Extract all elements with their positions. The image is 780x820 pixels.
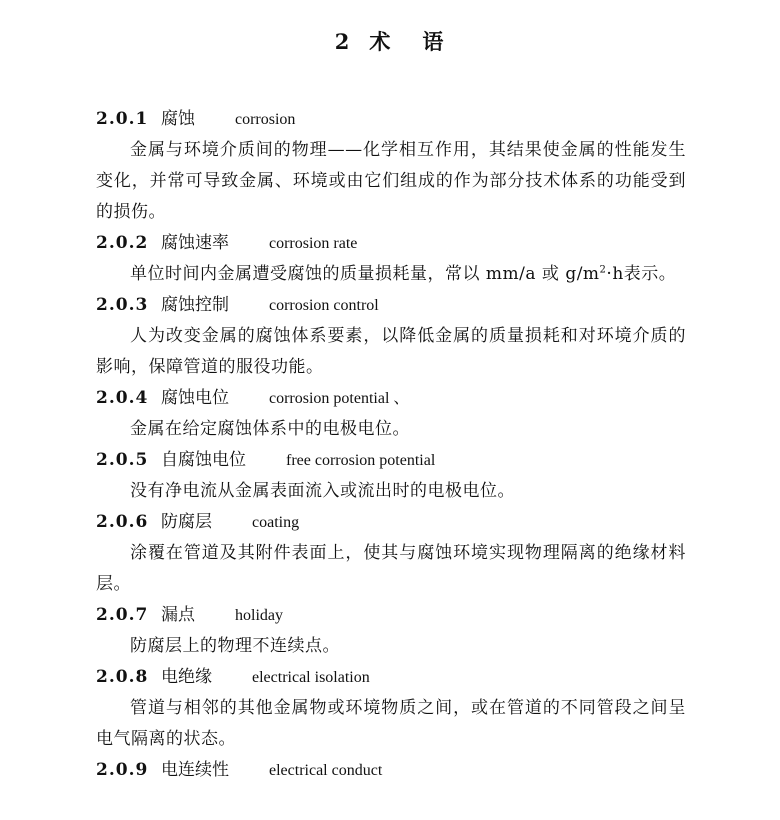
- term-chinese: 自腐蚀电位: [161, 450, 246, 470]
- term-english: holiday: [235, 607, 283, 624]
- term-definition: 没有净电流从金属表面流入或流出时的电极电位。: [130, 481, 515, 501]
- term-definition: 金属与环境介质间的物理——化学相互作用，其结果使金属的性能发生变化，并常可导致金属、环境或由它们组成的作为部分技术体系的功能受到的损伤。: [96, 140, 686, 222]
- term-definition: 防腐层上的物理不连续点。: [130, 636, 340, 656]
- term-english: corrosion: [235, 111, 296, 128]
- term-chinese: 电绝缘: [161, 667, 212, 687]
- term-number: 2.0.6: [96, 512, 149, 532]
- definition-text: 单位时间内金属遭受腐蚀的质量损耗量，常以 mm/a 或 g/m: [130, 264, 600, 284]
- term-heading: [96, 662, 686, 693]
- term-english: corrosion rate: [269, 235, 358, 252]
- term-number: 2.0.5: [96, 450, 149, 470]
- superscript: 2: [599, 264, 607, 276]
- term-number: 2.0.4: [96, 388, 149, 408]
- term-number: 2.0.1: [96, 109, 149, 129]
- term-chinese: 防腐层: [161, 512, 212, 532]
- term-number: 2.0.3: [96, 295, 149, 315]
- term-definition: 人为改变金属的腐蚀体系要素，以降低金属的质量损耗和对环境介质的影响，保障管道的服役功能。: [96, 326, 686, 377]
- term-english: electrical isolation: [252, 669, 370, 686]
- term-list: [96, 104, 686, 786]
- term-chinese: 腐蚀: [161, 109, 195, 129]
- term-definition: 金属在给定腐蚀体系中的电极电位。: [130, 419, 410, 439]
- term-number: 2.0.9: [96, 760, 149, 780]
- term-english: electrical conduct: [269, 762, 383, 779]
- term-heading: [96, 104, 686, 135]
- term-definition: [96, 259, 686, 290]
- term-heading: [96, 228, 686, 259]
- chapter-title-part2: 语: [422, 29, 446, 54]
- term-chinese: 腐蚀电位: [161, 388, 229, 408]
- term-heading: [96, 507, 686, 538]
- term-heading: [96, 445, 686, 476]
- chapter-number: 2: [334, 29, 352, 54]
- term-number: 2.0.2: [96, 233, 149, 253]
- term-number: 2.0.8: [96, 667, 149, 687]
- term-heading: [96, 600, 686, 631]
- term-chinese: 电连续性: [161, 760, 229, 780]
- term-heading: [96, 383, 686, 414]
- term-chinese: 腐蚀控制: [161, 295, 229, 315]
- definition-text: ·h表示。: [606, 264, 677, 284]
- chapter-title-part1: 术: [369, 29, 393, 54]
- term-english: coating: [252, 514, 300, 531]
- term-chinese: 腐蚀速率: [161, 233, 229, 253]
- chapter-title: [0, 26, 780, 56]
- term-heading: [96, 290, 686, 321]
- term-english: corrosion control: [269, 297, 379, 314]
- term-chinese: 漏点: [161, 605, 195, 625]
- term-definition: 管道与相邻的其他金属物或环境物质之间，或在管道的不同管段之间呈电气隔离的状态。: [96, 698, 686, 749]
- term-definition: 涂覆在管道及其附件表面上，使其与腐蚀环境实现物理隔离的绝缘材料层。: [96, 543, 686, 594]
- term-english: corrosion potential 、: [269, 390, 410, 407]
- term-heading: [96, 755, 686, 786]
- term-english: free corrosion potential: [286, 452, 436, 469]
- term-number: 2.0.7: [96, 605, 149, 625]
